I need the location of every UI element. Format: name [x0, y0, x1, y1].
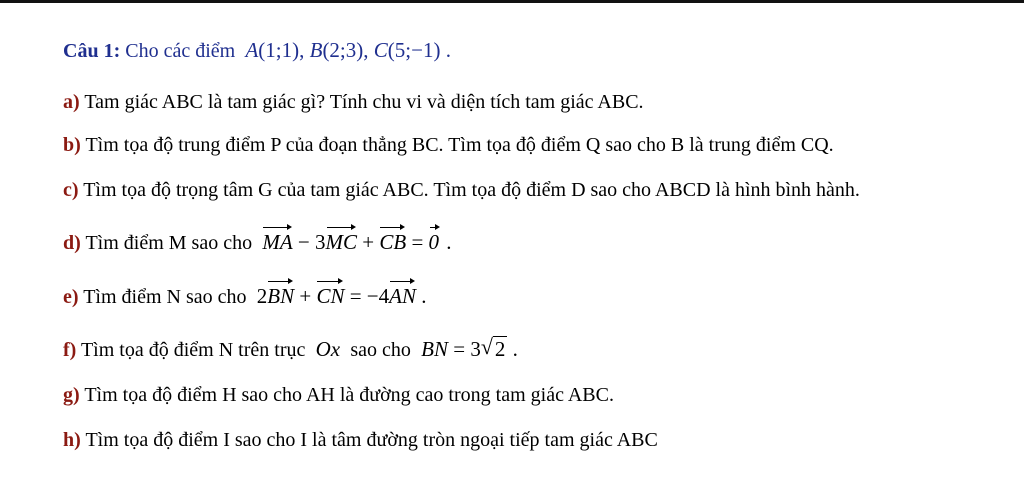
- item-d-equation: MA − 3MC + CB = 0 .: [262, 230, 452, 254]
- item-c: [63, 176, 860, 204]
- item-b-text: Tìm tọa độ trung điểm P của đoạn thẳng BC. Tìm tọa độ điểm Q sao cho B là trung điểm CQ.: [85, 134, 834, 156]
- question-intro: Cho các điểm: [125, 40, 236, 62]
- top-border: [0, 0, 1024, 3]
- question-points: A(1;1), B(2;3), C(5;−1) .: [245, 38, 451, 62]
- item-e-text: Tìm điểm N sao cho: [83, 286, 247, 308]
- item-f-text: Tìm tọa độ điểm N trên trục: [80, 339, 306, 361]
- item-g: [63, 381, 614, 409]
- item-d-label: d): [63, 232, 81, 254]
- item-d: [63, 228, 452, 257]
- question-title: [63, 36, 451, 65]
- item-f: [63, 335, 518, 364]
- item-b-label: b): [63, 134, 81, 156]
- item-f-label: f): [63, 339, 77, 361]
- item-e-equation: 2BN + CN = −4AN .: [251, 284, 427, 308]
- item-g-label: g): [63, 384, 80, 406]
- item-e: [63, 282, 426, 311]
- item-d-text: Tìm điểm M sao cho: [85, 232, 253, 254]
- item-a-text: Tam giác ABC là tam giác gì? Tính chu vi và diện tích tam giác ABC.: [84, 91, 644, 113]
- item-h: [63, 426, 658, 454]
- question-label: Câu 1:: [63, 40, 121, 62]
- item-f-equation: BN = 3 √ 2 .: [421, 334, 518, 361]
- item-c-label: c): [63, 179, 79, 201]
- item-a: [63, 88, 644, 116]
- item-g-text: Tìm tọa độ điểm H sao cho AH là đường cao trong tam giác ABC.: [84, 384, 614, 406]
- item-c-text: Tìm tọa độ trọng tâm G của tam giác ABC. Tìm tọa độ điểm D sao cho ABCD là hình bình hành.: [83, 179, 860, 201]
- item-h-label: h): [63, 429, 81, 451]
- item-b: [63, 131, 834, 159]
- item-e-label: e): [63, 286, 79, 308]
- item-f-axis: Ox: [315, 337, 341, 361]
- item-a-label: a): [63, 91, 80, 113]
- item-f-text2: sao cho: [350, 339, 411, 361]
- item-h-text: Tìm tọa độ điểm I sao cho I là tâm đường tròn ngoại tiếp tam giác ABC: [85, 429, 658, 451]
